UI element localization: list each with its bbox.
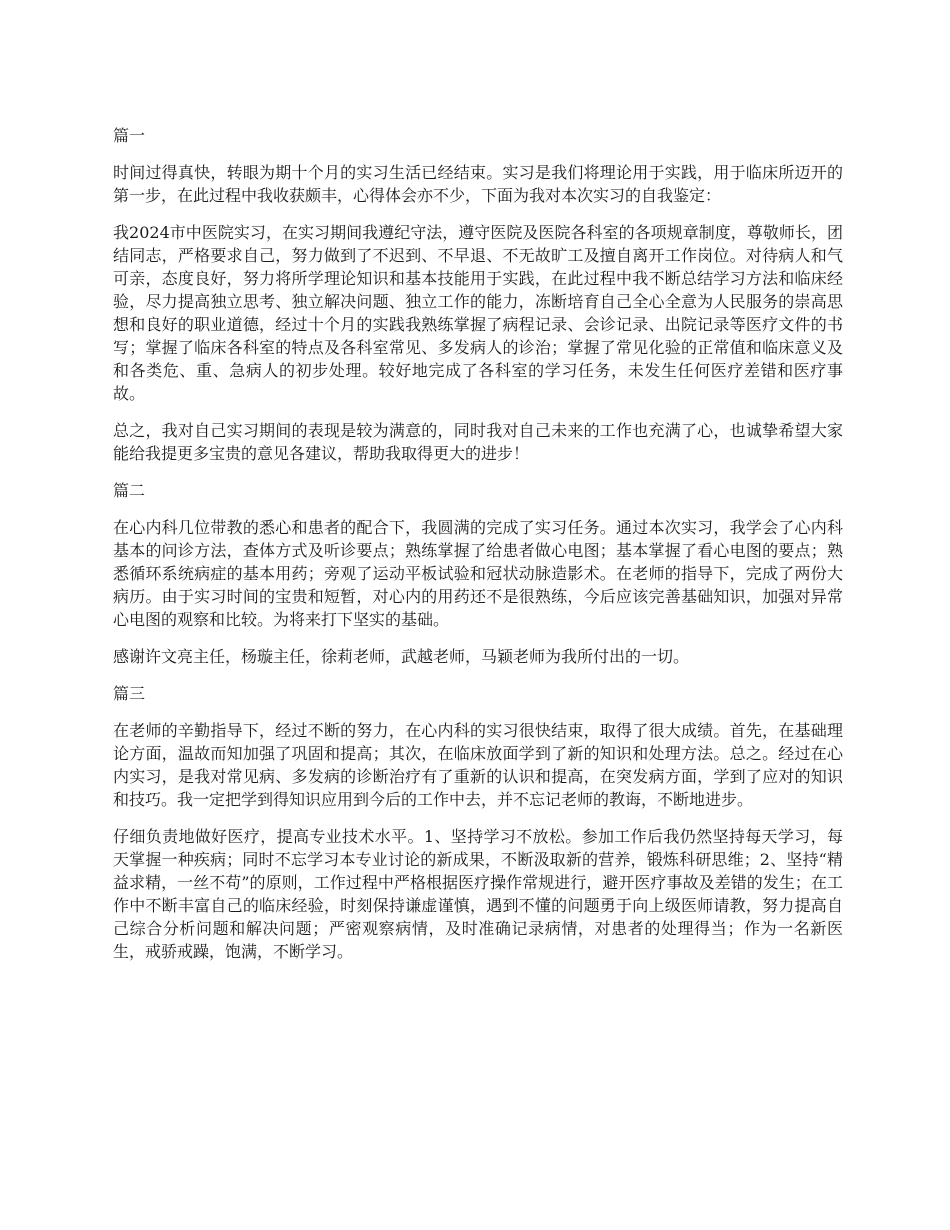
document-page [113,124,843,977]
paragraph: 我2024市中医院实习，在实习期间我遵纪守法，遵守医院及医院各科室的各项规章制度，尊敬师长，团结同志，严格要求自己，努力做到了不迟到、不早退、不无故旷工及擅自离开工作岗位。对待病人和气可亲，态度良好，努力将所学理论知识和基本技能用于实践，在此过程中我不断总结学习方法和临床经验，尽力提高独立思考、独立解决问题、独立工作的能力，冻断培育自己全心全意为人民服务的崇高思想和良好的职业道德，经过十个月的实践我熟练掌握了病程记录、会诊记录、出院记录等医疗文件的书写；掌握了临床各科室的特点及各科室常见、多发病人的诊治；掌握了常见化验的正常值和临床意义及和各类危、重、急病人的初步处理。较好地完成了各科室的学习任务，未发生任何医疗差错和医疗事故。 [113,223,843,403]
paragraph: 仔细负责地做好医疗，提高专业技术水平。1、坚持学习不放松。参加工作后我仍然坚持每天学习，每天掌握一种疾病；同时不忘学习本专业讨论的新成果，不断汲取新的营养，锻炼科研思维；2、坚持“精益求精，一丝不苟”的原则，工作过程中严格根据医疗操作常规进行，避开医疗事故及差错的发生；在工作中不断丰富自己的临床经验，时刻保持谦虚谨慎，遇到不懂的问题勇于向上级医师请教，努力提高自己综合分析问题和解决问题；严密观察病情，及时准确记录病情，对患者的处理得当；作为一名新医生，戒骄戒躁，饱满，不断学习。 [113,827,843,961]
section-heading-2: 篇二 [113,481,146,500]
section-heading-1: 篇一 [113,126,146,145]
section-heading-3: 篇三 [113,684,146,703]
paragraph: 在老师的辛勤指导下，经过不断的努力，在心内科的实习很快结束，取得了很大成绩。首先，在基础理论方面，温故而知加强了巩固和提高；其次，在临床放面学到了新的知识和处理方法。总之。经过在心内实习，是我对常见病、多发病的诊断治疗有了重新的认识和提高，在突发病方面，学到了应对的知识和技巧。我一定把学到得知识应用到今后的工作中去，并不忘记老师的教诲，不断地进步。 [113,721,843,809]
paragraph: 感谢许文亮主任，杨璇主任，徐莉老师，武越老师，马颖老师为我所付出的一切。 [113,647,690,666]
paragraph: 在心内科几位带教的悉心和患者的配合下，我圆满的完成了实习任务。通过本次实习，我学会了心内科基本的问诊方法，查体方式及听诊要点；熟练掌握了给患者做心电图；基本掌握了看心电图的要点；熟悉循环系统病症的基本用药；旁观了运动平板试验和冠状动脉造影术。在老师的指导下，完成了两份大病历。由于实习时间的宝贵和短暂，对心内的用药还不是很熟练，今后应该完善基础知识，加强对异常心电图的观察和比较。为将来打下坚实的基础。 [113,518,843,629]
paragraph: 时间过得真快，转眼为期十个月的实习生活已经结束。实习是我们将理论用于实践，用于临床所迈开的第一步，在此过程中我收获颇丰，心得体会亦不少，下面为我对本次实习的自我鉴定： [113,163,843,205]
paragraph: 总之，我对自己实习期间的表现是较为满意的，同时我对自己未来的工作也充满了心，也诚挚希望大家能给我提更多宝贵的意见各建议，帮助我取得更大的进步！ [113,421,843,463]
